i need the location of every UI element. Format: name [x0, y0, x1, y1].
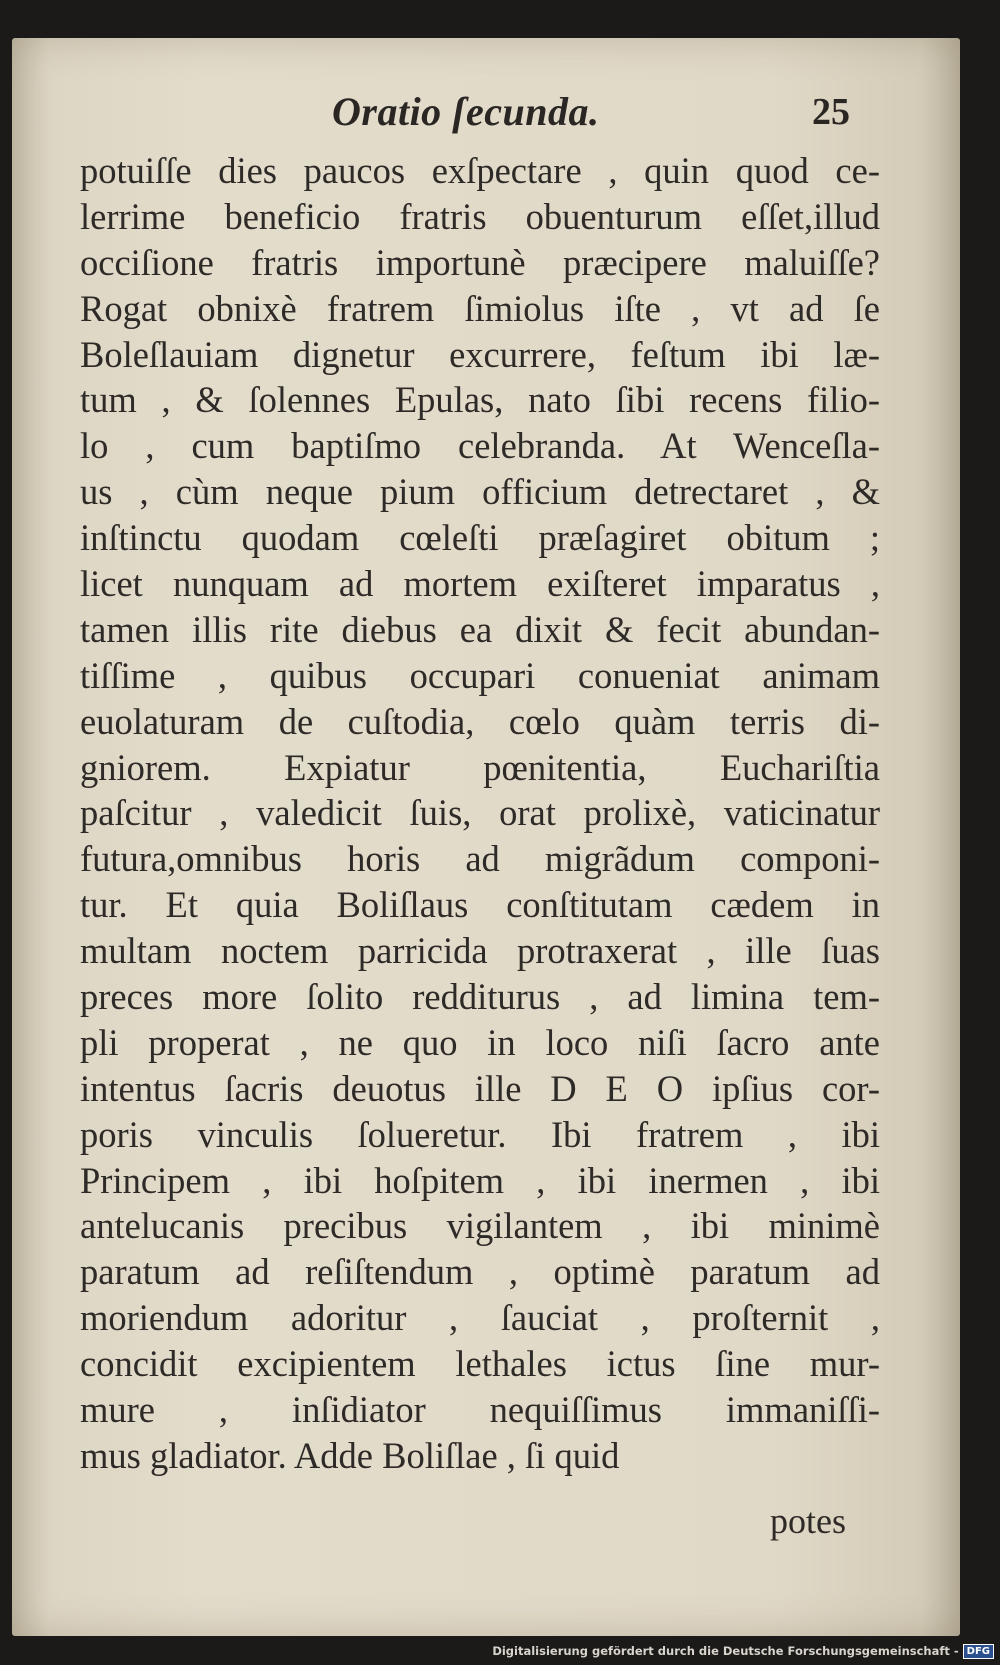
text-line: paratum ad reſiſtendum , optimè paratum ad — [80, 1251, 880, 1293]
book-page — [12, 38, 960, 1636]
text-line: tiſſime , quibus occupari conueniat animam — [80, 654, 880, 696]
text-line: lerrime beneficio fratris obuenturum eſſet,illud — [80, 195, 880, 237]
body-text — [80, 148, 880, 1479]
text-line: lo , cum baptiſmo celebranda. At Wenceſla- — [80, 425, 880, 467]
text-line: tum , & ſolennes Epulas, nato ſibi recens filio- — [80, 379, 880, 421]
page-number: 25 — [812, 91, 850, 133]
text-line: preces more ſolito redditurus , ad limina tem- — [80, 976, 880, 1018]
text-line: pli properat , ne quo in loco niſi ſacro ante — [80, 1021, 880, 1063]
text-line: concidit excipientem lethales ictus ſine mur- — [80, 1343, 880, 1385]
text-line: Principem , ibi hoſpitem , ibi inermen , ibi — [80, 1159, 880, 1201]
running-head: Oratio ſecunda. — [332, 89, 600, 134]
dfg-logo: DFG — [963, 1644, 994, 1659]
text-line: tur. Et quia Boliſlaus conſtitutam cædem in — [80, 884, 880, 926]
catchword: potes — [770, 1501, 846, 1541]
text-line: moriendum adoritur , ſauciat , proſternit , — [80, 1297, 880, 1339]
text-line: mure , inſidiator nequiſſimus immaniſſi- — [80, 1389, 880, 1431]
digitization-footer — [492, 1641, 994, 1661]
text-line: paſcitur , valedicit ſuis, orat prolixè, vaticinatur — [80, 792, 880, 834]
text-line: inſtinctu quodam cœleſti præſagiret obitum ; — [80, 517, 880, 559]
text-line: gniorem. Expiatur pœnitentia, Euchariſtia — [80, 746, 880, 788]
text-line: occiſione fratris importunè præcipere maluiſſe? — [80, 241, 880, 283]
text-line: euolaturam de cuſtodia, cœlo quàm terris di- — [80, 700, 880, 742]
text-line: Rogat obnixè fratrem ſimiolus iſte , vt ad ſe — [80, 287, 880, 329]
text-line: potuiſſe dies paucos exſpectare , quin quod ce- — [80, 150, 880, 191]
text-line: licet nunquam ad mortem exiſteret imparatus , — [80, 563, 880, 605]
text-line: mus gladiator. Adde Boliſlae , ſi quid — [80, 1434, 620, 1476]
text-line: intentus ſacris deuotus ille D E O ipſius cor- — [80, 1067, 880, 1109]
text-line: tamen illis rite diebus ea dixit & fecit abundan- — [80, 608, 880, 650]
text-line: multam noctem parricida protraxerat , ille ſuas — [80, 930, 880, 972]
text-line: futura,omnibus horis ad migrãdum componi- — [80, 838, 880, 880]
text-line: Boleſlauiam dignetur excurrere, feſtum ibi læ- — [80, 333, 880, 375]
text-line: poris vinculis ſolueretur. Ibi fratrem , ibi — [80, 1113, 880, 1155]
text-line: antelucanis precibus vigilantem , ibi minimè — [80, 1205, 880, 1247]
text-line: us , cùm neque pium officium detrectaret , & — [80, 471, 880, 513]
funding-credit: Digitalisierung gefördert durch die Deutsche Forschungsgemeinschaft - — [492, 1644, 959, 1658]
